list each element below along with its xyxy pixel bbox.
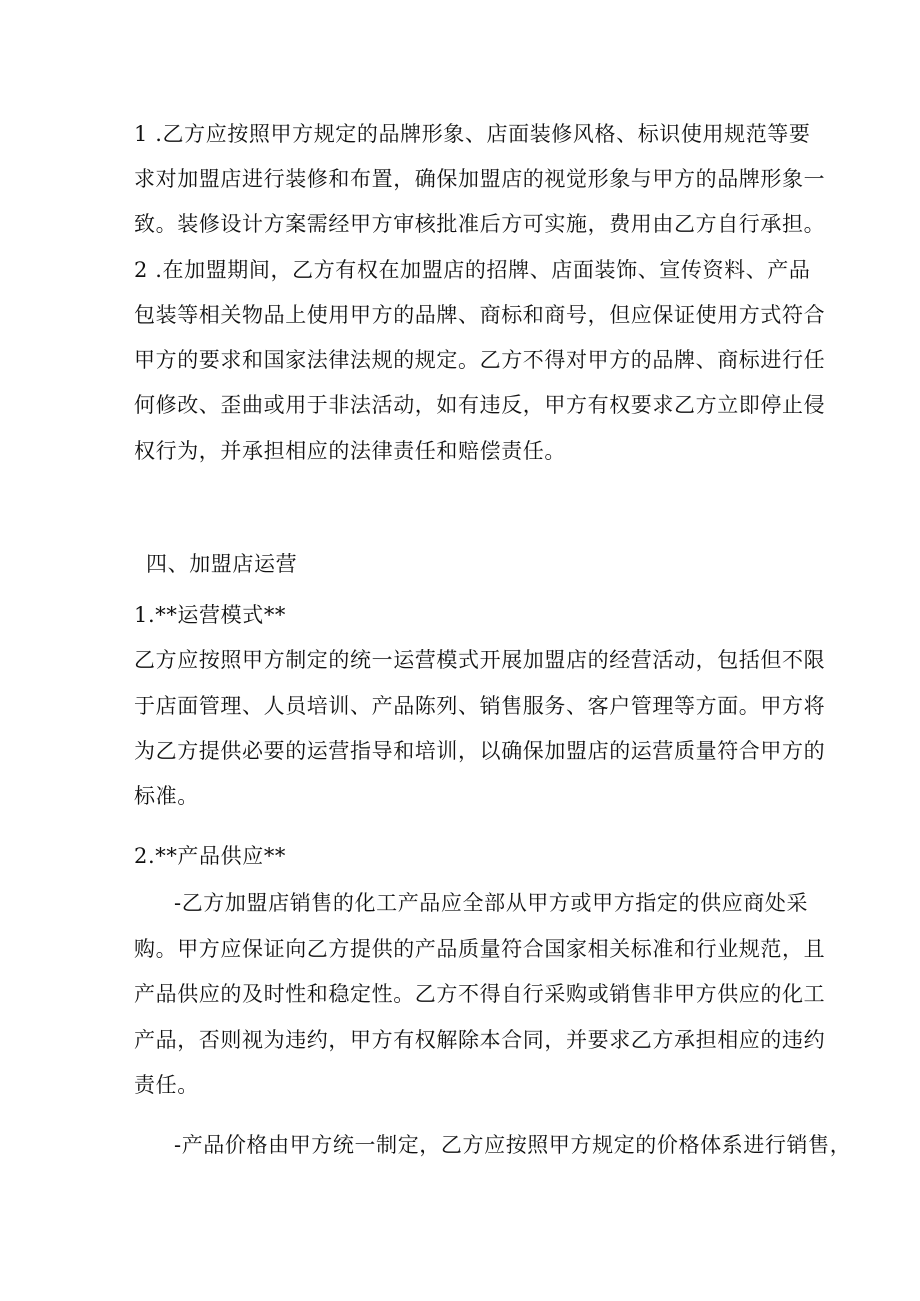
paragraph-line: 为乙方提供必要的运营指导和培训，以确保加盟店的运营质量符合甲方的 [134,739,826,763]
paragraph-line: 包装等相关物品上使用甲方的品牌、商标和商号，但应保证使用方式符合 [134,303,826,327]
paragraph-line: 责任。 [134,1073,199,1097]
paragraph-line: 乙方应按照甲方制定的统一运营模式开展加盟店的经营活动，包括但不限 [134,648,826,672]
paragraph-line: 产品供应的及时性和稳定性。乙方不得自行采购或销售非甲方供应的化工 [134,982,826,1006]
subheading: 2.**产品供应** [134,844,287,868]
paragraph-line: 标准。 [134,784,199,808]
paragraph-line: 1 .乙方应按照甲方规定的品牌形象、店面装修风格、标识使用规范等要 [134,122,811,146]
paragraph-line: 产品，否则视为违约，甲方有权解除本合同，并要求乙方承担相应的违约 [134,1028,826,1052]
paragraph-line: 求对加盟店进行装修和布置，确保加盟店的视觉形象与甲方的品牌形象一 [134,167,826,191]
paragraph-line: 权行为，并承担相应的法律责任和赔偿责任。 [134,439,566,463]
paragraph-line: 购。甲方应保证向乙方提供的产品质量符合国家相关标准和行业规范，且 [134,937,826,961]
paragraph-line: 甲方的要求和国家法律法规的规定。乙方不得对甲方的品牌、商标进行任 [134,348,826,372]
section-heading: 四、加盟店运营 [146,552,298,576]
subheading: 1.**运营模式** [134,603,287,627]
paragraph-line: -产品价格由甲方统一制定，乙方应按照甲方规定的价格体系进行销售， [174,1133,852,1157]
paragraph-line: 何修改、歪曲或用于非法活动，如有违反，甲方有权要求乙方立即停止侵 [134,393,826,417]
paragraph-line: 2 .在加盟期间，乙方有权在加盟店的招牌、店面装饰、宣传资料、产品 [134,258,811,282]
paragraph-line: -乙方加盟店销售的化工产品应全部从甲方或甲方指定的供应商处采 [174,891,809,915]
paragraph-line: 于店面管理、人员培训、产品陈列、销售服务、客户管理等方面。甲方将 [134,694,826,718]
paragraph-line: 致。装修设计方案需经甲方审核批准后方可实施，费用由乙方自行承担。 [134,212,826,236]
